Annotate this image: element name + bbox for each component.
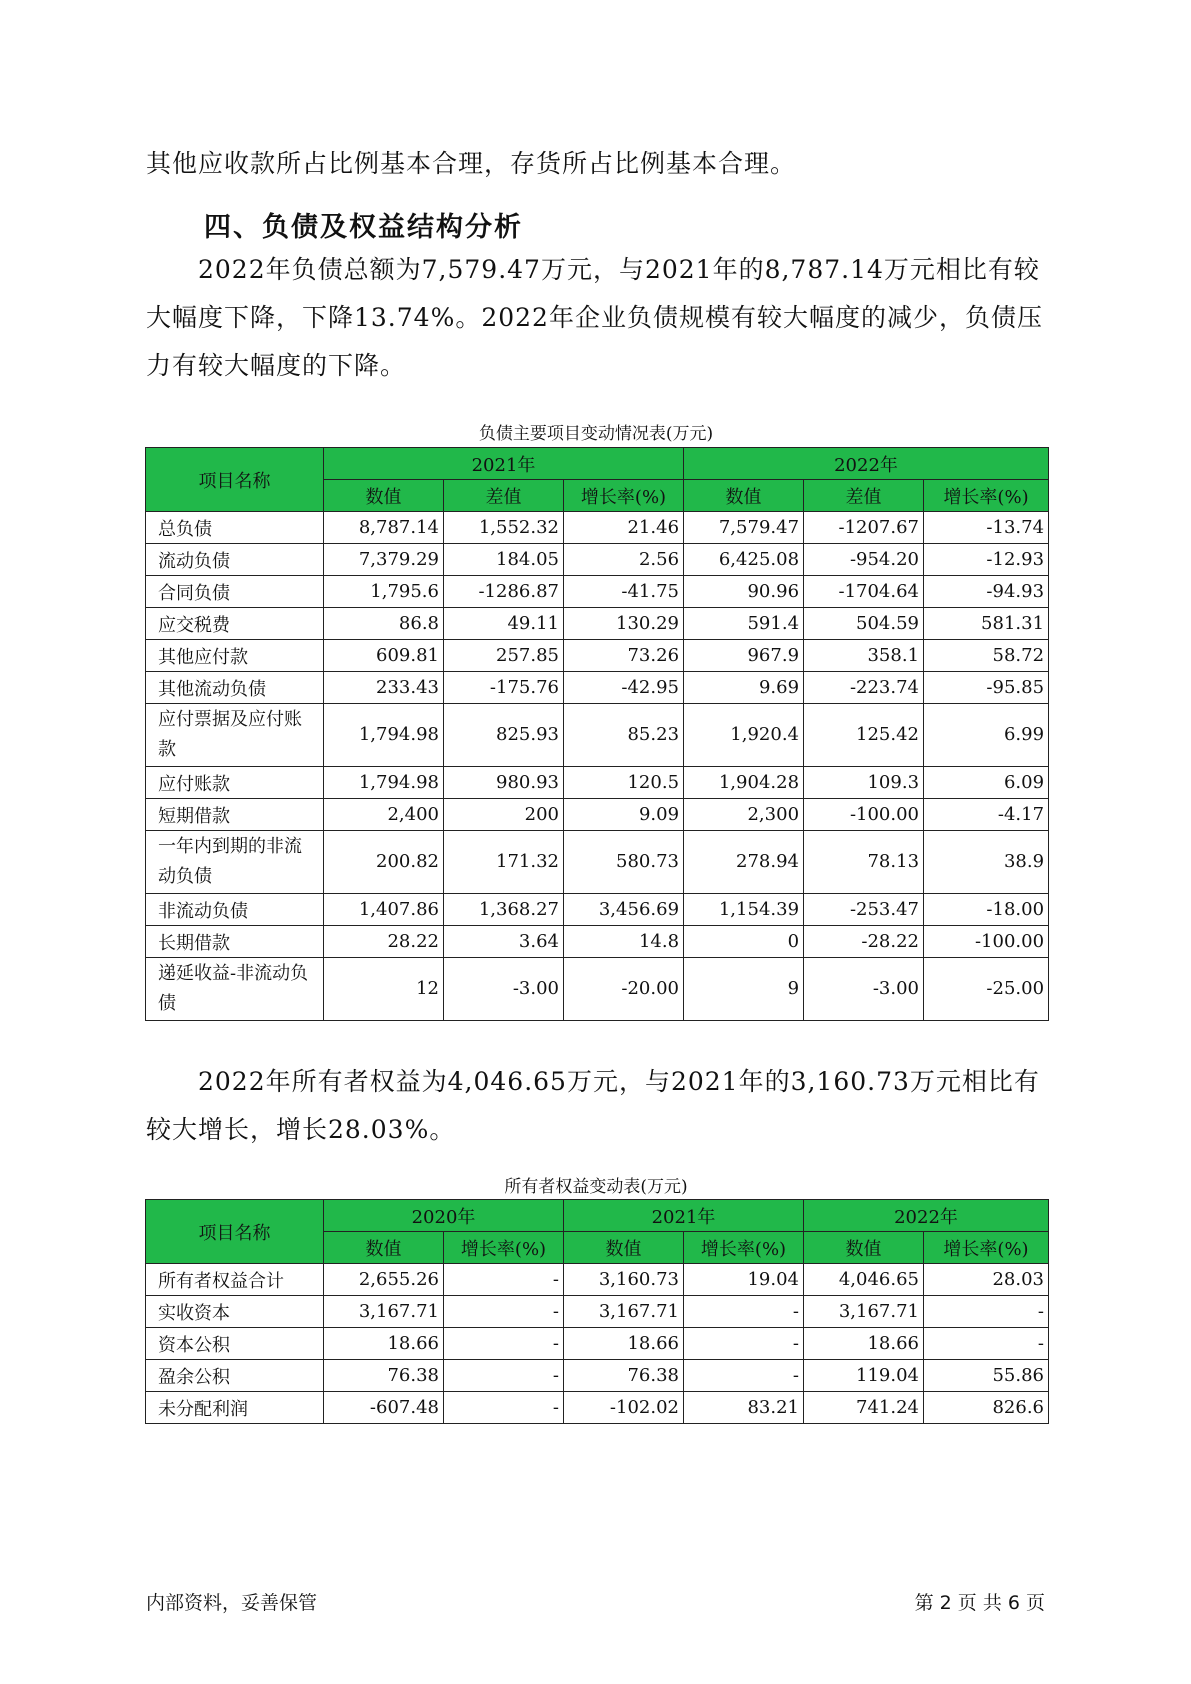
col-growth-header: 增长率(%) [444,1232,564,1264]
row-label-cell: 短期借款 [146,799,324,831]
value-cell: - [924,1328,1049,1360]
value-cell: - [684,1296,804,1328]
value-cell: 90.96 [684,576,804,608]
value-cell: 9 [684,958,804,1021]
value-cell: 2,300 [684,799,804,831]
value-cell: 18.66 [804,1328,924,1360]
year-header-2021: 2021年 [324,448,684,480]
value-cell: 3,456.69 [564,894,684,926]
value-cell: 2,400 [324,799,444,831]
value-cell: -607.48 [324,1392,444,1424]
value-cell: 9.09 [564,799,684,831]
value-cell: 200 [444,799,564,831]
value-cell: 3.64 [444,926,564,958]
value-cell: -25.00 [924,958,1049,1021]
value-cell: 120.5 [564,767,684,799]
row-label-cell: 未分配利润 [146,1392,324,1424]
value-cell: 2.56 [564,544,684,576]
value-cell: -20.00 [564,958,684,1021]
value-cell: 6.09 [924,767,1049,799]
table-row [146,958,1049,1021]
value-cell: - [444,1360,564,1392]
table-row [146,894,1049,926]
value-cell: 200.82 [324,831,444,894]
row-label-cell: 非流动负债 [146,894,324,926]
value-cell: 76.38 [564,1360,684,1392]
col-value-header: 数值 [564,1232,684,1264]
row-label-cell: 其他流动负债 [146,672,324,704]
value-cell: 233.43 [324,672,444,704]
row-label-cell: 应交税费 [146,608,324,640]
value-cell: -954.20 [804,544,924,576]
col-diff-header: 差值 [444,480,564,512]
col-growth-header: 增长率(%) [924,480,1049,512]
row-label-cell: 流动负债 [146,544,324,576]
liabilities-paragraph: 2022年负债总额为7,579.47万元，与2021年的8,787.14万元相比有较大幅度下降，下降13.74%。2022年企业负债规模有较大幅度的减少，负债压力有较大幅度的下降。 [146,255,1043,380]
value-cell: 1,794.98 [324,767,444,799]
value-cell: 3,167.71 [564,1296,684,1328]
value-cell: 18.66 [564,1328,684,1360]
value-cell: -42.95 [564,672,684,704]
value-cell: 1,904.28 [684,767,804,799]
col-growth-header: 增长率(%) [924,1232,1049,1264]
value-cell: -1286.87 [444,576,564,608]
value-cell: -253.47 [804,894,924,926]
value-cell: -3.00 [444,958,564,1021]
value-cell: 6.99 [924,704,1049,767]
equity-table [145,1199,1049,1424]
value-cell: 28.03 [924,1264,1049,1296]
value-cell: 3,167.71 [804,1296,924,1328]
value-cell: -100.00 [804,799,924,831]
year-header-2020: 2020年 [324,1200,564,1232]
intro-paragraph: 其他应收款所占比例基本合理，存货所占比例基本合理。 [146,149,797,178]
value-cell: 38.9 [924,831,1049,894]
value-cell: -41.75 [564,576,684,608]
value-cell: -95.85 [924,672,1049,704]
value-cell: 12 [324,958,444,1021]
row-label-cell: 应付票据及应付账款 [146,704,324,767]
value-cell: 2,655.26 [324,1264,444,1296]
value-cell: 78.13 [804,831,924,894]
year-header-2022: 2022年 [804,1200,1049,1232]
value-cell: -4.17 [924,799,1049,831]
value-cell: 58.72 [924,640,1049,672]
row-label-cell: 一年内到期的非流动负债 [146,831,324,894]
table-row [146,576,1049,608]
value-cell: 1,794.98 [324,704,444,767]
table-row [146,608,1049,640]
value-cell: 7,379.29 [324,544,444,576]
row-label-cell: 长期借款 [146,926,324,958]
value-cell: -102.02 [564,1392,684,1424]
value-cell: 967.9 [684,640,804,672]
value-cell: 55.86 [924,1360,1049,1392]
value-cell: 109.3 [804,767,924,799]
row-label-cell: 实收资本 [146,1296,324,1328]
row-label-cell: 递延收益-非流动负债 [146,958,324,1021]
footer-confidential: 内部资料，妥善保管 [146,1592,318,1614]
value-cell: -94.93 [924,576,1049,608]
value-cell: 18.66 [324,1328,444,1360]
table-row [146,1264,1049,1296]
col-value-header: 数值 [684,480,804,512]
value-cell: - [444,1392,564,1424]
value-cell: 1,368.27 [444,894,564,926]
liabilities-table [145,447,1049,1021]
year-header-2021: 2021年 [564,1200,804,1232]
value-cell: 980.93 [444,767,564,799]
row-label-cell: 合同负债 [146,576,324,608]
value-cell: 49.11 [444,608,564,640]
value-cell: 171.32 [444,831,564,894]
row-label-cell: 资本公积 [146,1328,324,1360]
value-cell: 184.05 [444,544,564,576]
value-cell: 1,552.32 [444,512,564,544]
value-cell: 76.38 [324,1360,444,1392]
value-cell: -28.22 [804,926,924,958]
section-heading: 四、负债及权益结构分析 [204,212,523,243]
row-label-cell: 应付账款 [146,767,324,799]
value-cell: - [684,1360,804,1392]
value-cell: 825.93 [444,704,564,767]
value-cell: 21.46 [564,512,684,544]
value-cell: -175.76 [444,672,564,704]
value-cell: 85.23 [564,704,684,767]
table-row [146,831,1049,894]
table-row [146,1296,1049,1328]
table-row [146,1392,1049,1424]
value-cell: 4,046.65 [804,1264,924,1296]
value-cell: 358.1 [804,640,924,672]
table-row [146,672,1049,704]
table-row [146,544,1049,576]
value-cell: - [444,1328,564,1360]
value-cell: 83.21 [684,1392,804,1424]
value-cell: 581.31 [924,608,1049,640]
value-cell: 119.04 [804,1360,924,1392]
value-cell: 14.8 [564,926,684,958]
value-cell: 1,920.4 [684,704,804,767]
value-cell: 609.81 [324,640,444,672]
value-cell: 28.22 [324,926,444,958]
row-label-cell: 所有者权益合计 [146,1264,324,1296]
value-cell: -12.93 [924,544,1049,576]
row-label-cell: 盈余公积 [146,1360,324,1392]
value-cell: 741.24 [804,1392,924,1424]
table2-caption: 所有者权益变动表(万元) [504,1177,688,1197]
item-name-header: 项目名称 [146,1200,324,1264]
value-cell: 278.94 [684,831,804,894]
col-value-header: 数值 [324,480,444,512]
value-cell: 257.85 [444,640,564,672]
table-row [146,767,1049,799]
value-cell: 73.26 [564,640,684,672]
value-cell: -1207.67 [804,512,924,544]
value-cell: 580.73 [564,831,684,894]
table-row [146,799,1049,831]
table-row [146,926,1049,958]
value-cell: - [924,1296,1049,1328]
value-cell: 3,167.71 [324,1296,444,1328]
value-cell: 6,425.08 [684,544,804,576]
value-cell: -223.74 [804,672,924,704]
value-cell: -13.74 [924,512,1049,544]
value-cell: - [444,1264,564,1296]
value-cell: 0 [684,926,804,958]
table-row [146,1360,1049,1392]
value-cell: 1,154.39 [684,894,804,926]
value-cell: -18.00 [924,894,1049,926]
value-cell: 826.6 [924,1392,1049,1424]
col-growth-header: 增长率(%) [564,480,684,512]
value-cell: -100.00 [924,926,1049,958]
value-cell: - [444,1296,564,1328]
value-cell: 1,795.6 [324,576,444,608]
col-growth-header: 增长率(%) [684,1232,804,1264]
value-cell: 7,579.47 [684,512,804,544]
value-cell: 9.69 [684,672,804,704]
table1-caption: 负债主要项目变动情况表(万元) [478,424,714,444]
table-row [146,704,1049,767]
value-cell: - [684,1328,804,1360]
value-cell: 504.59 [804,608,924,640]
year-header-2022: 2022年 [684,448,1049,480]
value-cell: 130.29 [564,608,684,640]
footer-page-number: 第 2 页 共 6 页 [914,1592,1045,1614]
table-row [146,1328,1049,1360]
table-row [146,640,1049,672]
value-cell: 19.04 [684,1264,804,1296]
col-value-header: 数值 [804,1232,924,1264]
table-row [146,512,1049,544]
equity-paragraph: 2022年所有者权益为4,046.65万元，与2021年的3,160.73万元相比有较大增长，增长28.03%。 [146,1067,1040,1144]
row-label-cell: 其他应付款 [146,640,324,672]
value-cell: 86.8 [324,608,444,640]
item-name-header: 项目名称 [146,448,324,512]
col-diff-header: 差值 [804,480,924,512]
value-cell: -3.00 [804,958,924,1021]
value-cell: 3,160.73 [564,1264,684,1296]
value-cell: 125.42 [804,704,924,767]
value-cell: 591.4 [684,608,804,640]
value-cell: 8,787.14 [324,512,444,544]
col-value-header: 数值 [324,1232,444,1264]
value-cell: -1704.64 [804,576,924,608]
row-label-cell: 总负债 [146,512,324,544]
value-cell: 1,407.86 [324,894,444,926]
